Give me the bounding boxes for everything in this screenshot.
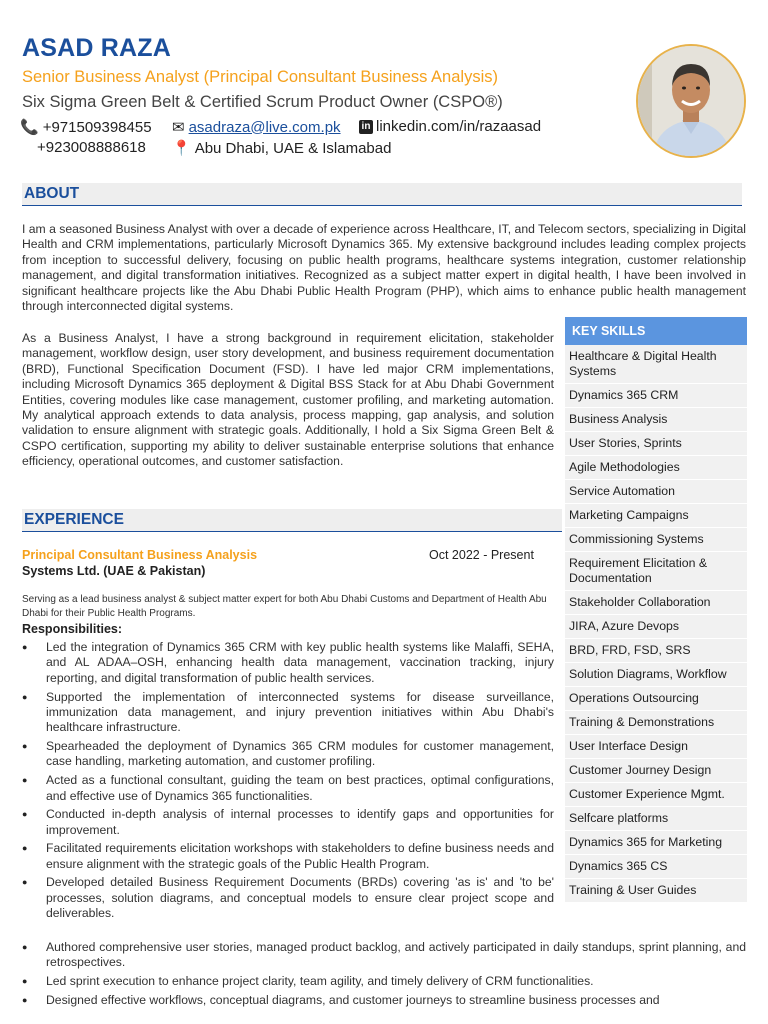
certifications-line: Six Sigma Green Belt & Certified Scrum Product Owner (CSPO®)	[22, 93, 503, 111]
key-skills-panel	[565, 317, 747, 903]
email-link[interactable]: asadraza@live.com.pk	[188, 118, 341, 136]
about-section-header	[22, 183, 742, 206]
profile-photo	[638, 46, 744, 156]
responsibility-item: ● Designed effective workflows, conceptual diagrams, and customer journeys to streamline business processes and	[0, 993, 746, 1008]
headline-role: Senior Business Analyst	[22, 68, 200, 86]
skill-item: Training & Demonstrations	[565, 711, 747, 735]
skill-item: Selfcare platforms	[565, 807, 747, 831]
skill-item: Commissioning Systems	[565, 528, 747, 552]
contact-linkedin[interactable]	[359, 118, 541, 135]
job-description: Serving as a lead business analyst & subject matter expert for both Abu Dhabi Customs and Department of Health Abu Dhabi for their Public Health Programs.	[22, 594, 547, 619]
experience-heading: EXPERIENCE	[24, 511, 124, 528]
skill-item: Marketing Campaigns	[565, 504, 747, 528]
responsibility-item: ● Acted as a functional consultant, guiding the team on best practices, optimal configurations, and effective use of Dynamics 365 functionalities.	[0, 773, 554, 804]
map-pin-icon: 📍	[172, 140, 191, 157]
job-title: Principal Consultant Business Analysis	[22, 548, 258, 562]
skill-item: Customer Experience Mgmt.	[565, 783, 747, 807]
skill-item: BRD, FRD, FSD, SRS	[565, 639, 747, 663]
about-paragraph-2: As a Business Analyst, I have a strong background in requirement elicitation, stakeholder management, workflow design, user story development, and business requirement documentation (BRD), Functional Specification Document (FSD). I have led major CRM implementations, including Microsoft Dynamics 365 deployment & Digital BSS Stack for at Abu Dhabi Government Entities, covering modules like case management, customer profiling, and marketing automation. My analytical approach extends to data analysis, process mapping, gap analysis, and solution validation to ensure alignment with strategic goals. Additionally, I hold a Six Sigma Green Belt & CSPO certification, supporting my ability to deliver sustainable enterprise solutions that enhance efficiency, operational outcomes, and customer satisfaction.	[22, 331, 554, 469]
responsibility-item: ● Authored comprehensive user stories, managed product backlog, and actively participated in daily standups, sprint planning, and retrospectives.	[0, 940, 746, 971]
location-text: Abu Dhabi, UAE & Islamabad	[194, 139, 392, 157]
contact-phone2	[37, 139, 146, 156]
responsibility-item: ● Led sprint execution to enhance project clarity, team agility, and timely delivery of CRM functionalities.	[0, 974, 746, 989]
headline-role-detail: (Principal Consultant Business Analysis)	[203, 68, 498, 86]
skill-item: Business Analysis	[565, 408, 747, 432]
skill-item: Dynamics 365 CS	[565, 855, 747, 879]
skill-item: Solution Diagrams, Workflow	[565, 663, 747, 687]
skill-item: Training & User Guides	[565, 879, 747, 903]
skill-item: Customer Journey Design	[565, 759, 747, 783]
skill-item: Agile Methodologies	[565, 456, 747, 480]
skill-item: Dynamics 365 CRM	[565, 384, 747, 408]
contact-phone1	[20, 118, 152, 136]
responsibility-item: ● Spearheaded the deployment of Dynamics 365 CRM modules for customer management, case handling, marketing automation, and customer profiling.	[0, 739, 554, 770]
about-paragraph-1: I am a seasoned Business Analyst with over a decade of experience across Healthcare, IT, and Telecom sectors, specializing in Digital Health and CRM implementations, particularly Microsoft Dynamics 365. My extensive background includes leading complex projects from inception to successful delivery, focusing on public health programs, healthcare systems integration, customer relationship management, and digital transformation initiatives. Recognized as a subject matter expert in digital health, I have been involved in significant healthcare projects like the Abu Dhabi Public Health Program (PHP), which aims to enhance public health management through interconnected digital systems.	[22, 222, 746, 314]
skill-item: Service Automation	[565, 480, 747, 504]
job-date: Oct 2022 - Present	[429, 548, 534, 562]
responsibility-item: ● Led the integration of Dynamics 365 CRM with key public health systems like Malaffi, SEHA, and AL ADAA–OSH, enhancing health data management, vaccination tracking, injury reporting, and digital transformation of public health services.	[0, 640, 554, 686]
contact-email[interactable]	[172, 118, 341, 136]
key-skills-list	[565, 345, 747, 903]
skill-item: Requirement Elicitation & Documentation	[565, 552, 747, 591]
contact-location	[172, 139, 391, 157]
linkedin-icon: in	[359, 120, 373, 134]
phone1-text: +971509398455	[42, 118, 152, 136]
skill-item: JIRA, Azure Devops	[565, 615, 747, 639]
candidate-name: ASAD RAZA	[22, 34, 172, 62]
responsibility-item: ● Supported the implementation of interconnected systems for disease surveillance, immunization data management, and injury prevention initiatives within Abu Dhabi's healthcare infrastructure.	[0, 690, 554, 736]
linkedin-link[interactable]: linkedin.com/in/razaasad	[376, 118, 542, 135]
skill-item: Healthcare & Digital Health Systems	[565, 345, 747, 384]
responsibilities-label: Responsibilities:	[22, 622, 123, 636]
responsibility-item: ● Conducted in-depth analysis of internal processes to identify gaps and opportunities for improvement.	[0, 807, 554, 838]
responsibility-item: ● Facilitated requirements elicitation workshops with stakeholders to define business needs and ensure alignment with the strategic goals of the Public Health Program.	[0, 841, 554, 872]
company-name: Systems Ltd. (UAE & Pakistan)	[22, 564, 206, 578]
phone-icon: 📞	[20, 119, 39, 136]
responsibilities-list	[0, 640, 554, 925]
experience-section-header	[22, 509, 562, 532]
envelope-icon: ✉	[172, 119, 185, 136]
phone2-text: +923008888618	[37, 139, 146, 156]
skill-item: User Interface Design	[565, 735, 747, 759]
skill-item: Operations Outsourcing	[565, 687, 747, 711]
skill-item: Stakeholder Collaboration	[565, 591, 747, 615]
avatar	[636, 44, 746, 158]
responsibilities-list-continued	[0, 940, 746, 1012]
job-headline	[22, 68, 498, 87]
about-heading: ABOUT	[24, 185, 80, 202]
responsibility-item: ● Developed detailed Business Requirement Documents (BRDs) covering 'as is' and 'to be' processes, solution diagrams, and conceptual models to ensure clear project scope and deliverables.	[0, 875, 554, 921]
skill-item: Dynamics 365 for Marketing	[565, 831, 747, 855]
key-skills-heading: KEY SKILLS	[565, 317, 747, 345]
skill-item: User Stories, Sprints	[565, 432, 747, 456]
